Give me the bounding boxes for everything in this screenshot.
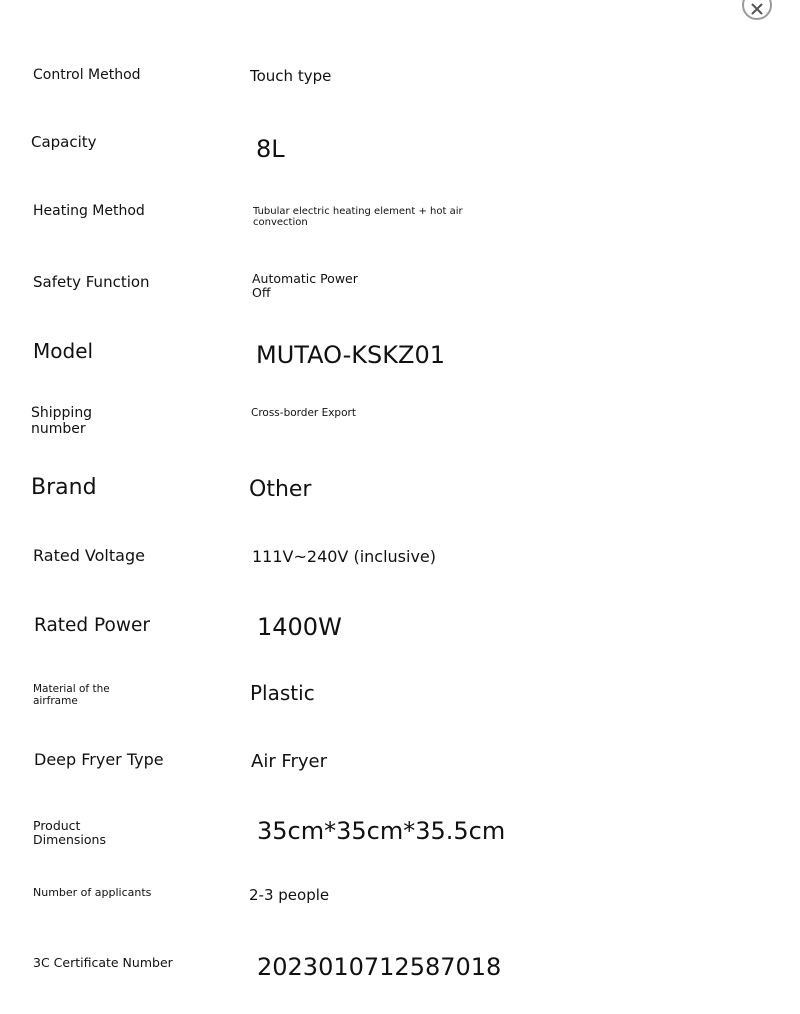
spec-label: Deep Fryer Type: [34, 750, 164, 769]
spec-value: Cross-border Export: [251, 407, 356, 419]
spec-label: Product Dimensions: [33, 818, 106, 847]
spec-row-rated-power: [0, 614, 800, 674]
spec-value: 2023010712587018: [257, 953, 502, 981]
spec-label: Rated Voltage: [33, 546, 145, 565]
spec-row-heating-method: [0, 202, 800, 262]
spec-value: 111V~240V (inclusive): [252, 547, 437, 566]
spec-row-dimensions: [0, 818, 800, 878]
spec-row-capacity: [0, 132, 800, 192]
spec-label: Capacity: [31, 133, 97, 151]
spec-label: Shipping number: [31, 405, 93, 437]
spec-value: Tubular electric heating element + hot air convection: [253, 206, 463, 229]
spec-value: Plastic: [250, 681, 315, 705]
spec-label: Heating Method: [33, 203, 145, 219]
spec-row-fryer-type: [0, 748, 800, 808]
spec-label: Safety Function: [33, 273, 150, 291]
spec-label: Number of applicants: [33, 886, 152, 899]
spec-row-3c-certificate: [0, 954, 800, 1014]
spec-row-material: [0, 682, 800, 742]
spec-row-model: [0, 338, 800, 398]
spec-row-applicants: [0, 885, 800, 945]
spec-label: Brand: [31, 475, 97, 500]
spec-row-rated-voltage: [0, 545, 800, 605]
spec-row-shipping-number: [0, 404, 800, 464]
spec-label: 3C Certificate Number: [33, 955, 173, 970]
spec-label: Rated Power: [34, 615, 150, 636]
spec-label: Model: [33, 339, 94, 363]
spec-row-control-method: [0, 66, 800, 126]
spec-value: Other: [249, 477, 312, 502]
spec-label: Control Method: [33, 67, 141, 83]
spec-value: Air Fryer: [251, 751, 328, 772]
spec-value: 2-3 people: [249, 886, 330, 904]
spec-row-safety-function: [0, 270, 800, 330]
spec-row-brand: [0, 474, 800, 534]
spec-value: Automatic Power Off: [252, 271, 358, 300]
spec-value: 8L: [256, 135, 285, 163]
spec-label: Material of the airframe: [33, 683, 110, 707]
spec-value: 1400W: [257, 613, 342, 641]
spec-value: Touch type: [250, 67, 332, 85]
spec-value: 35cm*35cm*35.5cm: [257, 817, 506, 845]
spec-value: MUTAO-KSKZ01: [256, 341, 445, 369]
